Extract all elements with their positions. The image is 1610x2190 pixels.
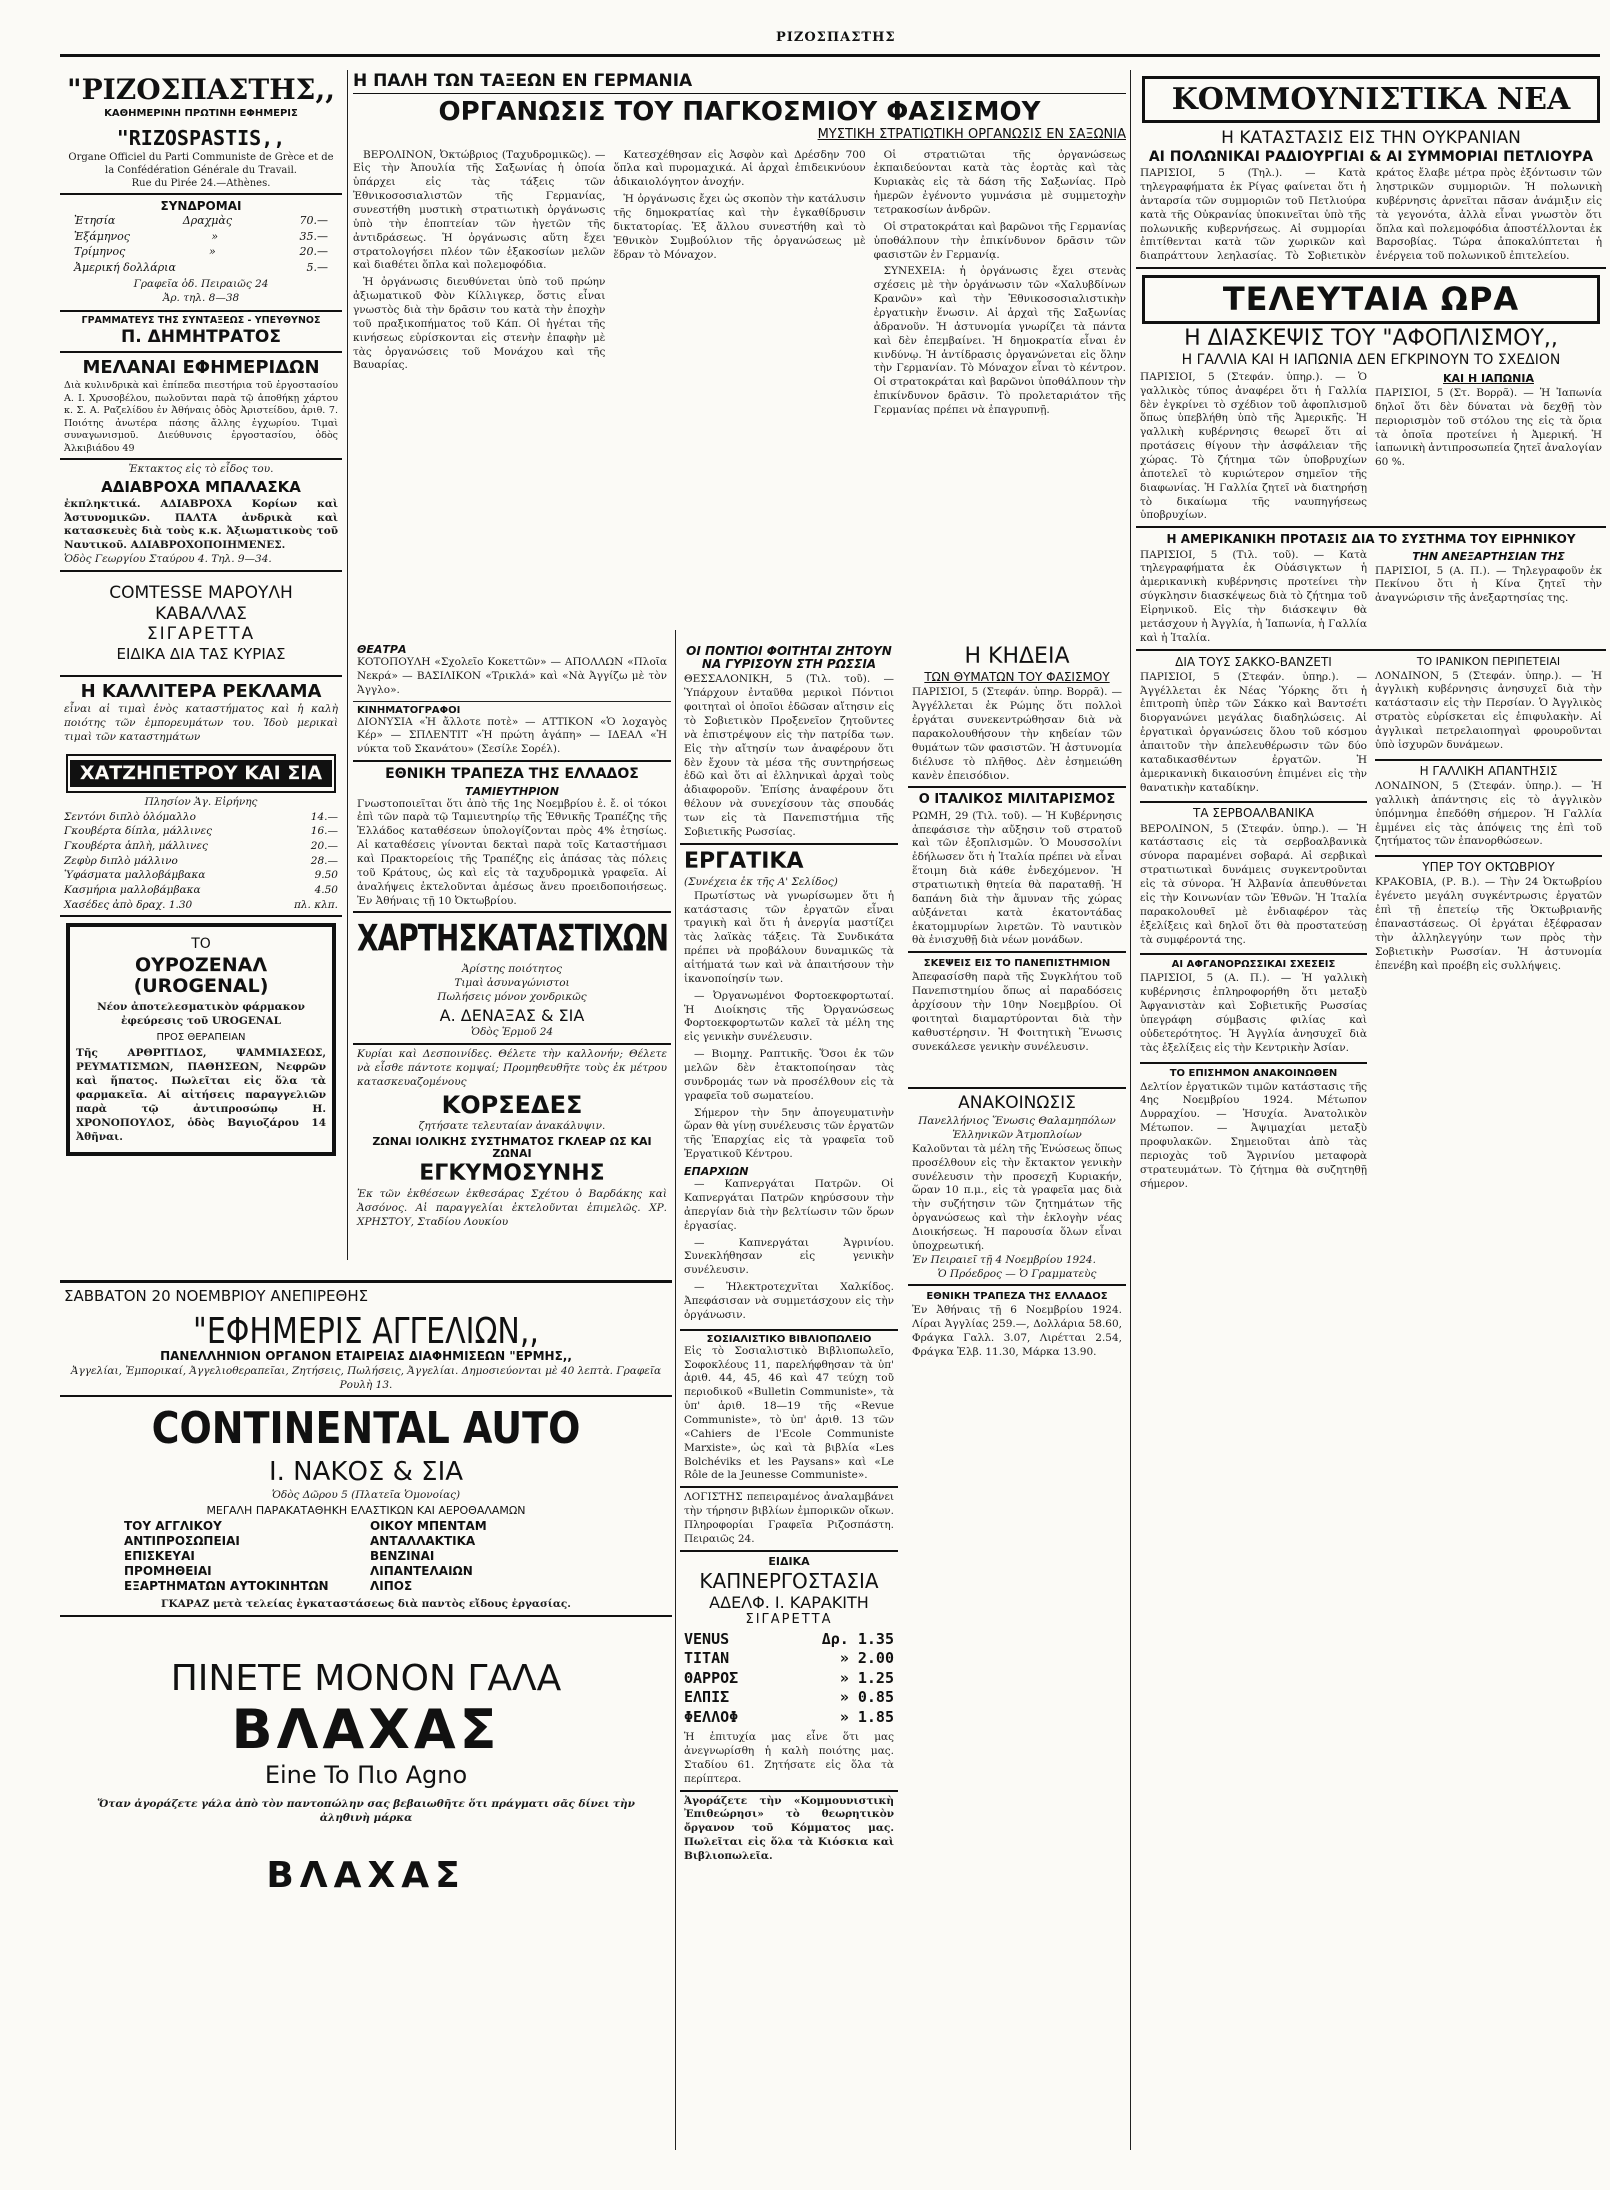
black-papers-text: Διὰ κυλινδρικὰ καὶ ἐπίπεδα πιεστήρια τοῦ ἐργοστασίου Α. Ι. Χρυσοβέλου, πωλοῦνται παρὰ τῷ ἀποθήκῃ χάρτου κ. Σ. Α. Ραζελίδου ἐν Ἀθήναις ὁδὸς Ἀριστείδου, ἀριθ. 7. Ποιότης ἀνωτέρα πάσης ἄλλης ἐγχωρίου. Τιμαὶ συναγωνισμοῦ. Διεύθυνσις ἐργοστασίου, ὁδὸς Ἀλκιβιάδου 49 [64, 380, 338, 454]
university-heading: ΣΚΕΨΕΙΣ ΕΙΣ ΤΟ ΠΑΝΕΠΙΣΤΗΜΙΟΝ [923, 958, 1111, 970]
kommounistika-sub2: ΑΙ ΠΟΛΩΝΙΚΑΙ ΡΑΔΙΟΥΡΓΙΑΙ & ΑΙ ΣΥΜΜΟΡΙΑΙ ΠΕΤΛΙΟΥΡΑ [1148, 148, 1594, 165]
corsets-name: ΚΟΡΣΕΔΕΣ [441, 1090, 583, 1119]
pontic-text: ΘΕΣΣΑΛΟΝΙΚΗ, 5 (Τιλ. τοῦ). — Ὑπάρχουν ἐνταῦθα μερικοὶ Πόντιοι φοιτηταὶ οἱ ὁποῖοι ἐδῶσαν αἴτησιν εἰς τὸ Σοβιετικὸν Προξενεῖον ζητοῦντες νὰ ἐπιστρέψουν εἰς τὴν πατρίδα των. Εἰς τὴν αἴτησίν των ἀναφέρουν ὅτι δὲν ἔχουν τὰ μέσα τῆς συντηρήσεως ἐδῶ καὶ ὅτι αἱ ἑλληνικαὶ ἀρχαὶ τοὺς ἀδιαφοροῦν. Ἐπίσης ἀναφέρουν ὅτι θέλουν νὰ συνεχίσουν τὰς σπουδάς των εἰς τὰ Πανεπιστήμια τῆς Σοβιετικῆς Ρωσσίας. [684, 673, 894, 838]
price-row: Γκουβέρτα δίπλα, μάλλινες 16.— [64, 825, 338, 838]
kommounistiki-text: Ἀγοράζετε τὴν «Κομμουνιστικὴ Ἐπιθεώρησι» τὸ θεωρητικὸν ὄργανον τοῦ Κόμματος μας. Πωλεῖται εἰς ὅλα τὰ Κιόσκια καὶ Βιβλιοπωλεῖα. [684, 1794, 894, 1862]
cigarette-brand: COMTESSE ΜΑΡΟΥΛΗ [109, 582, 293, 603]
class-war-p4: Ἡ ὀργάνωσις ἔχει ὡς σκοπὸν τὴν κατάλυσιν τῆς δημοκρατίας καὶ τὴν ἐγκαθίδρυσιν δικτατορίας. Ἐξ ἄλλου συνεστήθη καὶ τὸ Ἐθνικὸν Συμβούλιον τῆς ὀργανώσεως μὲ ἕδραν τὸ Μόναχον. [613, 193, 866, 261]
french-answer-text: ΛΟΝΔΙΝΟΝ, 5 (Στεφάν. ὑπηρ.). — Ἡ γαλλικὴ ἀπάντησις εἰς τὸ ἀγγλικὸν ὑπόμνημα ἐπεδόθη σήμερον. Ἡ Γαλλία ἐμμένει εἰς τὰς ἀπόψεις της ἐπὶ τοῦ ζητήματος τῶν ἐπανορθώσεων. [1375, 779, 1602, 848]
class-war-heading: Η ΠΑΛΗ ΤΩΝ ΤΑΞΕΩΝ ΕΝ ΓΕΡΜΑΝΙΑ [353, 71, 693, 91]
kommounistika-sub1: Η ΚΑΤΑΣΤΑΣΙΣ ΕΙΣ ΤΗΝ ΟΥΚΡΑΝΙΑΝ [1221, 128, 1521, 148]
running-head: ΡΙΖΟΣΠΑΣΤΗΣ [770, 30, 902, 45]
black-papers-heading: ΜΕΛΑΝΑΙ ΕΦΗΜΕΡΙΔΩΝ [82, 357, 320, 379]
subscription-row: Ἐτησία Δραχμὰς 70.— [74, 214, 328, 228]
bulletin-heading: ΣΟΣΙΑΛΙΣΤΙΚΟ ΒΙΒΛΙΟΠΩΛΕΙΟ [706, 1333, 872, 1345]
price-row: Χασέδες ἀπὸ δραχ. 1.30 πλ. κλπ. [64, 898, 338, 911]
cigarette-ad [60, 570, 342, 675]
american-heading: Η ΑΜΕΡΙΚΑΝΙΚΗ ΠΡΟΤΑΣΙΣ ΔΙΑ ΤΟ ΣΥΣΤΗΜΑ ΤΟΥ ΕΙΡΗΝΙΚΟΥ [1166, 532, 1576, 547]
sacco-text: ΠΑΡΙΣΙΟΙ, 5 (Στεφάν. ὑπηρ.). — Ἀγγέλλεται ἐκ Νέας Ὑόρκης ὅτι ἡ ἐπιτροπὴ ὑπὲρ τῶν Σάκκο καὶ Βαντσέτι διοργανώνει μεγάλας διαδηλώσεις. Αἱ ἐργατικαὶ ὀργανώσεις ὅλου τοῦ κόσμου ἀπαιτοῦν τὴν ἀπελευθέρωσιν τῶν δύο καταδικασθέντων ἐργατῶν. Ἡ ἀμερικανικὴ δικαιοσύνη ἐπιμένει εἰς τὴν θανατικὴν καταδίκην. [1140, 670, 1367, 794]
iran-heading: ΤΟ ΙΡΑΝΙΚΟΝ ΠΕΡΙΠΕΤΕΙΑΙ [1416, 654, 1561, 668]
milk-tagline: Eine To Πιo Agno [264, 1760, 468, 1789]
ergatika-p4: Σήμερον τὴν 5ην ἀπογευματινὴν ὥραν θὰ γίνῃ συνέλευσις τῶν ἐργατῶν τῆς Ἐπαρχίας εἰς τὰ γραφεῖα τοῦ Ἐργατικοῦ Κέντρου. [684, 1106, 894, 1161]
japan-heading: ΚΑΙ Η ΙΑΠΩΝΙΑ [1443, 371, 1534, 385]
masthead-organe: Organe Officiel du Parti Communiste de Grèce et de la Confédération Générale du Travail. [68, 151, 334, 176]
cigarette-place: ΚΑΒΑΛΛΑΣ [155, 603, 247, 624]
class-war-col-2 [613, 149, 865, 421]
serbian-text: ΒΕΡΟΛΙΝΟΝ, 5 (Στεφάν. ὑπηρ.). — Ἡ κατάστασις εἰς τὰ σερβοαλβανικὰ σύνορα παραμένει σοβαρά. Αἱ σερβικαὶ στρατιωτικαὶ δυνάμεις συγκεντροῦνται εἰς τὰ σύνορα. Ἡ Ἀλβανία ἀπευθύνεται εἰς τὴν Κοινωνίαν τῶν Ἐθνῶν. Ἡ Ἰταλία παρακολουθεῖ μὲ ἐνδιαφέρον τὰς ἐξελίξεις καὶ δηλοῖ ὅτι θὰ προστατεύσῃ τὰ συμφέροντά της. [1140, 822, 1367, 946]
stationery-line2: Τιμαὶ ἀσυναγώνιστοι [454, 977, 570, 990]
cinema-heading: ΚΙΝΗΜΑΤΟΓΡΑΦΟΙ [357, 704, 461, 716]
masthead-title: "ΡΙΖΟΣΠΑΣΤΗΣ,, [67, 73, 335, 106]
continental-firm: Ι. ΝΑΚΟΣ & ΣΙΑ [268, 1457, 464, 1488]
continental-title: CONTINENTAL AUTO [151, 1402, 581, 1454]
cigarette-kind: ΣΙΓΑΡΕΤΤΑ [146, 624, 256, 645]
corsets-zones: ΖΩΝΑΙ ΙΟΛΙΚΗΣ ΣΥΣΤΗΜΑΤΟΣ ΓΚΛΕΑΡ ΩΣ ΚΑΙ ΖΩΝΑΙ [372, 1135, 652, 1161]
corsets-ad [353, 1043, 671, 1233]
last-hour-heading: ΤΕΛΕΥΤΑΙΑ ΩΡΑ [1222, 280, 1520, 319]
funeral-text: ΠΑΡΙΣΙΟΙ, 5 (Στεφάν. ὑπηρ. Βορρᾶ). — Ἀγγέλλεται ἐκ Ρώμης ὅτι πολλοὶ ἐργάται συνεκεντρώθησαν διὰ νὰ παρακολουθήσουν τὴν κηδείαν τῶν θυμάτων τῶν φασιστῶν. Ἡ ἀστυνομία διέλυσε τὸ πλῆθος. Δὲν ἐσημειώθη κανὲν ἐπεισόδιον. [912, 686, 1122, 782]
tobacco-firm: ΑΔΕΛΦ. Ι. ΚΑΡΑΚΙΤΗ [709, 1592, 869, 1612]
cinema-block [353, 701, 671, 761]
black-papers-ad [60, 351, 342, 458]
theatre-heading: ΘΕΑΤΡΑ [357, 643, 407, 656]
sacco-heading: ΔΙΑ ΤΟΥΣ ΣΑΚΚΟ-ΒΑΝΖΕΤΙ [1175, 654, 1332, 669]
class-war-title: ΟΡΓΑΝΩΣΙΣ ΤΟΥ ΠΑΓΚΟΣΜΙΟΥ ΦΑΣΙΣΜΟΥ [353, 93, 1126, 127]
price-row: Σεντόνι διπλὸ ὁλόμαλλο 14.— [64, 810, 338, 823]
tobacco-row: ΦΕΛΛΟΦ » 1.85 [684, 1707, 894, 1726]
continental-left-list: ΤΟΥ ΑΓΓΛΙΚΟΥ ΑΝΤΙΠΡΟΣΩΠΕΙΑΙ ΕΠΙΣΚΕΥΑΙ ΠΡΟΜΗΘΕΙΑΙ ΕΞΑΡΤΗΜΑΤΩΝ ΑΥΤΟΚΙΝΗΤΩΝ [124, 1518, 329, 1593]
milk-text: Ὅταν ἀγοράζετε γάλα ἀπὸ τὸν παντοπώλην σας βεβαιωθῆτε ὅτι πράγματι σᾶς δίνει τὴν ἀληθινὴ μάρκα [97, 1797, 635, 1824]
gazette-text: Ἀγγελίαι, Ἐμπορικαί, Ἀγγελιοθεραπεῖαι, Ζητήσεις, Πωλήσεις, Ἀγγελίαι. Δημοσιεύονται μὲ 40 λεπτὰ. Γραφεῖα Ρουλὴ 13. [70, 1364, 662, 1391]
tobacco-row: ΕΛΠΙΣ » 0.85 [684, 1688, 894, 1707]
official-heading: ΤΟ ΕΠΙΣΗΜΟΝ ΑΝΑΚΟΙΝΩΘΕΝ [1140, 1062, 1367, 1079]
milk-brand: ΒΛΑΧΑΣ [231, 1698, 501, 1762]
sacco-iran-row [1136, 649, 1606, 1195]
funeral-sub: ΤΩΝ ΘΥΜΑΤΩΝ ΤΟΥ ΦΑΣΙΣΜΟΥ [924, 670, 1110, 685]
university-article [908, 951, 1126, 1057]
col3-left [680, 640, 898, 1867]
japan-text: ΠΑΡΙΣΙΟΙ, 5 (Στ. Βορρᾶ). — Ἡ Ἰαπωνία δηλοῖ ὅτι δὲν δύναται νὰ δεχθῇ τὸν περιορισμὸν τοῦ στόλου της εἰς τὰ ὅρια τὰ ὁποῖα προτείνει ἡ Ἀμερική. Ἡ ἰαπωνικὴ ἀντιπροσωπεία ζητεῖ ἀναλογίαν 60 %. [1375, 386, 1602, 469]
masthead-address: Rue du Pirée 24.—Athènes. [131, 178, 271, 190]
office-address: Γραφεῖα ὁδ. Πειραιῶς 24 [133, 277, 269, 290]
stationery-address: Ὁδὸς Ἑρμοῦ 24 [470, 1026, 554, 1039]
university-text: Ἀπεφασίσθη παρὰ τῆς Συγκλήτου τοῦ Πανεπιστημίου ὅπως αἱ παραδόσεις ἀρχίσουν τὴν 10ην Νοεμβρίου. Οἱ φοιτηταὶ διαμαρτύρονται διὰ τὴν καθυστέρησιν. Ἡ Φοιτητικὴ Ἕνωσις συνεκάλεσε γενικὴν συνέλευσιν. [912, 971, 1122, 1053]
last-hour-text: ΠΑΡΙΣΙΟΙ, 5 (Στεφάν. ὑπηρ.). — Ὁ γαλλικὸς τύπος ἀναφέρει ὅτι ἡ Γαλλία δὲν ἐγκρίνει τὸ σχέδιον τοῦ ἀφοπλισμοῦ ὅπως ὑπεβλήθη ὑπὸ τῆς Ἀμερικῆς. Ἡ γαλλικὴ κυβέρνησις θεωρεῖ ὅτι αἱ προτάσεις θίγουν τὴν ἀσφάλειαν τῆς χώρας. Τὸ ζήτημα τῶν ὑποβρυχίων ἀποτελεῖ τὸ κυριώτερον σημεῖον τῆς διαφωνίας. Ἡ Γαλλία ζητεῖ νὰ διατηρήσῃ τὸ δικαίωμα τῆς ναυπηγήσεως ὑποβρυχίων. [1140, 370, 1367, 522]
last-hour-sub1: Η ΔΙΑΣΚΕΨΙΣ ΤΟΥ "ΑΦΟΠΛΙΣΜΟΥ,, [1184, 326, 1558, 352]
theatre-block [353, 640, 671, 701]
editor-heading: ΓΡΑΜΜΑΤΕΥΣ ΤΗΣ ΣΥΝΤΑΞΕΩΣ - ΥΠΕΥΘΥΝΟΣ [81, 314, 321, 326]
serbian-heading: ΤΑ ΣΕΡΒΟΑΛΒΑΝΙΚΑ [1140, 801, 1367, 820]
masthead-latin-title: "RIZOSPASTIS,, [116, 125, 286, 150]
subscription-row: Ἀμερική δολλάρια 5.— [74, 260, 328, 274]
bank-rates-heading: ΕΘΝΙΚΗ ΤΡΑΠΕΖΑ ΤΗΣ ΕΛΛΑΔΟΣ [926, 1291, 1108, 1303]
italian-militarism-article [908, 786, 1126, 951]
class-war-col-3 [874, 149, 1126, 421]
stationery-firm: Α. ΔΕΝΑΞΑΣ & ΣΙΑ [439, 1005, 585, 1025]
price-row: Κασμήρια μαλλοβάμβακα 4.50 [64, 884, 338, 897]
column-4 [1136, 70, 1606, 2170]
subscriptions-heading: ΣΥΝΔΡΟΜΑΙ [160, 199, 242, 214]
sacco-article [1140, 654, 1367, 1192]
gazette-sub: ΠΑΝΕΛΛΗΝΙΟΝ ΟΡΓΑΝΟΝ ΕΤΑΙΡΕΙΑΣ ΔΙΑΦΗΜΙΣΕΩΝ "ΕΡΜΗΣ,, [160, 1348, 572, 1363]
class-war-subtitle: ΜΥΣΤΙΚΗ ΣΤΡΑΤΙΩΤΙΚΗ ΟΡΓΑΝΩΣΙΣ ΕΝ ΣΑΞΩΝΙΑ [817, 127, 1126, 143]
class-war-p3: Κατεσχέθησαν εἰς Ἀσφὸν καὶ Δρέσδην 700 ὅπλα καὶ πυρομαχικά. Αἱ ἀρχαὶ ἐπιδεικνύουν ἀδικαιολόγητον ἀνοχήν. [613, 148, 866, 189]
class-war-p5: Οἱ στρατιῶται τῆς ὀργανώσεως ἐκπαιδεύονται κατὰ τὰς ἑορτὰς καὶ τὰς Κυριακὰς εἰς τὰ δάση τῆς Σαξωνίας. Πρὸ ἡμερῶν ἐγένοντο γυμνάσια μὲ συμμετοχὴν τετρακοσίων ἀνδρῶν. [873, 148, 1126, 217]
class-war-p6: Οἱ στρατοκράται καὶ βαρῶνοι τῆς Γερμανίας ὑποθάλπουν τὴν ἐπικίνδυνον δρᾶσιν τῶν φασιστῶν ἐν Γερμανίᾳ. [873, 220, 1126, 261]
editor-name: Π. ΔΗΜΗΤΡΑΤΟΣ [120, 326, 281, 347]
urogenal-ad [60, 915, 342, 1162]
italian-militarism-text: ΡΩΜΗ, 29 (Τιλ. τοῦ). — Ἡ Κυβέρνησις ἀπεφάσισε τὴν αὔξησιν τοῦ στρατοῦ καὶ τῶν ἐξοπλισμῶν. Ὁ Μουσσολίνι ἐδήλωσεν ὅτι ἡ Ἰταλία πρέπει νὰ εἶναι ἕτοιμη διὰ κάθε ἐνδεχόμενον. Ἡ στρατιωτικὴ θητεία θὰ παραταθῇ. Ἡ δαπάνη διὰ τὴν ἄμυναν τῆς χώρας αὐξάνεται κατὰ ἑκατοντάδας ἑκατομμυρίων λιρετῶν. Τὸ ναυτικὸν θὰ ἐνισχυθῇ διὰ νέων μονάδων. [912, 809, 1122, 947]
class-war-article [353, 70, 1126, 630]
urogenal-name: ΟΥΡΟΖΕΝΑΛ (UROGENAL) [133, 953, 269, 997]
milk-title: ΠΙΝΕΤΕ ΜΟΝΟΝ ΓΑΛΑ [170, 1657, 562, 1699]
kommounistika-article [1136, 70, 1606, 267]
last-hour-article [1136, 267, 1606, 526]
date-line: ΣΑΒΒΑΤΟΝ 20 ΝΟΕΜΒΡΙΟΥ ΑΝΕΠΙΡΕΘΗΣ [64, 1287, 369, 1305]
best-ad [60, 675, 342, 748]
tobacco-kind: ΣΙΓΑΡΕΤΤΑ [745, 1612, 833, 1628]
announcement-text: Καλοῦνται τὰ μέλη τῆς Ἑνώσεως ὅπως προσέλθουν εἰς τὴν ἔκτακτον γενικὴν συνέλευσιν τὴν προσεχῆ Κυριακήν, ὥραν 10 π.μ., εἰς τὰ γραφεῖα μας διὰ τὴν συζήτησιν τῶν ζητημάτων τῆς ὀργανώσεως καὶ τὴν ἐκλογὴν νέας Διοικήσεως. Ἡ παρουσία ὅλων εἶναι ὑποχρεωτική. [912, 1142, 1122, 1252]
best-ad-heading: Η ΚΑΛΛΙΤΕΡΑ ΡΕΚΛΑΜΑ [80, 680, 322, 702]
price-row: Ὑφάσματα μαλλοβάμβακα 9.50 [64, 869, 338, 882]
office-phone: Ἀρ. τηλ. 8—38 [162, 291, 240, 304]
ergatika-article [680, 843, 898, 1329]
tobacco-header: ΕΙΔΙΚΑ [768, 1554, 810, 1568]
raincoats-heading: ΑΔΙΑΒΡΟΧΑ ΜΠΑΛΑΣΚΑ [101, 478, 301, 497]
masthead [60, 70, 342, 193]
iran-article [1375, 654, 1602, 1192]
tobacco-note: Ἡ ἐπιτυχία μας εἶνε ὅτι μας ἀνεγνωρίσθη ἡ καλὴ ποιότης μας. Σταδίου 61. Ζητήσατε εἰς ὅλα τὰ περίπτερα. [684, 1731, 894, 1785]
independence-heading: ΤΗΝ ΑΝΕΞΑΡΤΗΣΙΑΝ ΤΗΣ [1412, 549, 1565, 563]
class-war-p2: Ἡ ὀργάνωσις διευθύνεται ὑπὸ τοῦ πρώην ἀξιωματικοῦ Φὸν Κίλλιγκερ, ὅστις εἶναι γνωστὸς διὰ τὴν δρᾶσιν του κατὰ τὴν ἐποχὴν τοῦ πραξικοπήματος τοῦ Κάπ. Οἱ ἡγέται τῆς κινήσεως εὑρίσκονται εἰς στενὴν ἐπαφὴν μὲ τὰς ὀργανώσεις τοῦ Μονάχου καὶ τῆς Βαυαρίας. [353, 276, 606, 372]
urogenal-text: Τῆς ΑΡΘΡΙΤΙΔΟΣ, ΨΑΜΜΙΑΣΕΩΣ, ΡΕΥΜΑΤΙΣΜΩΝ, ΠΑΘΗΣΕΩΝ, Νεφρῶν καὶ ἥπατος. Πωλεῖται εἰς ὅλα τὰ φαρμακεῖα. Αἱ αἰτήσεις παραγγελιῶν παρὰ τῷ ἀντιπροσώπῳ Η. ΧΡΟΝΟΠΟΥΛΟΣ, ὁδὸς Βαγιοζάρου 14 Ἀθῆναι. [76, 1047, 326, 1143]
national-bank-sub: ΤΑΜΙΕΥΤΗΡΙΟΝ [465, 784, 559, 798]
announcement-date: Ἐν Πειραιεῖ τῇ 4 Νοεμβρίου 1924. [912, 1253, 1096, 1266]
announcement-article [908, 1087, 1126, 1284]
bank-rates-text: Ἐν Ἀθήναις τῇ 6 Νοεμβρίου 1924. Λίραι Ἀγγλίας 259.—, Δολλάρια 58.60, Φράγκα Γαλλ. 3.07, Λιρέτται 2.54, Φράγκα Ἑλβ. 11.30, Μάρκα 13.90. [912, 1304, 1122, 1359]
pontic-article [680, 640, 898, 843]
kommounistika-heading: ΚΟΜΜΟΥΝΙΣΤΙΚΑ ΝΕΑ [1171, 82, 1571, 117]
corsets-sub: ζητήσατε τελευταίαν ἀνακάλυψιν. [418, 1120, 606, 1133]
subscription-row: Τρίμηνος » 20.— [74, 245, 328, 259]
tobacco-ad [680, 1550, 898, 1790]
raincoats-ad [60, 458, 342, 570]
class-war-p1: ΒΕΡΟΛΙΝΟΝ, Ὀκτώβριος (Ταχυδρομικῶς). — Εἰς τὴν Ἀπουλία τῆς Σαξωνίας ἡ ὁποία ὑπάρχει εἰς τὰς τάξεις τῶν Ἐθνικοσοσιαλιστῶν τῆς Γερμανίας, συνεστήθη μυστικὴ στρατιωτικὴ ὀργάνωσις ὑπὸ τὴν ἐποπτείαν τῶν ἡγετῶν τῆς ἀντιδράσεως. Ἡ ὀργάνωσις αὕτη ἔχει στρατολογήσει πλέον τῶν ἑξακοσίων μελῶν καὶ διαθέτει ὅπλα καὶ πολεμοφόδια. [353, 148, 606, 272]
column-rule-3 [1130, 70, 1131, 2150]
october-heading: ΥΠΕΡ ΤΟΥ ΟΚΤΩΒΡΙΟΥ [1375, 855, 1602, 874]
column-rule-1 [347, 70, 348, 1260]
american-text: ΠΑΡΙΣΙΟΙ, 5 (Τιλ. τοῦ). — Κατὰ τηλεγραφήματα ἐκ Οὐάσιγκτων ἡ ἀμερικανικὴ κυβέρνησις προτείνει τὴν σύγκλησιν διασκέψεως διὰ τὸ ζήτημα τοῦ Εἰρηνικοῦ. Εἰς τὴν διάσκεψιν θὰ μετάσχουν ἡ Ἀγγλία, ἡ Ἰαπωνία, ἡ Γαλλία καὶ ἡ Ἰταλία. [1140, 548, 1367, 644]
bulletin-block [680, 1329, 898, 1487]
hatzipetrou-ad [60, 748, 342, 916]
continental-footer: ΓΚΑΡΑΖ μετὰ τελείας ἐγκαταστάσεως διὰ παντὸς εἴδους ἐργασίας. [161, 1597, 571, 1610]
milk-brand-2: ΒΛΑΧΑΣ [266, 1854, 466, 1896]
continental-right-list: ΟΙΚΟΥ ΜΠΕΝΤΑΜ ΑΝΤΑΛΛΑΚΤΙΚΑ ΒΕΝΖΙΝΑΙ ΛΙΠΑΝΤΕΛΑΙΩΝ ΛΙΠΟΣ [370, 1518, 487, 1593]
raincoats-text: ἐκπληκτικά. ΑΔΙΑΒΡΟΧΑ Κορίων καὶ Ἀστυνομικῶν. ΠΑΛΤΑ ἀνδρικὰ καὶ κατασκευὲς διὰ τοὺς κ.κ. Ἀξιωματικοὺς τοῦ Ναυτικοῦ. ΑΔΙΑΒΡΟΧΟΠΟΙΗΜΕΝΕΣ. [64, 497, 338, 552]
running-head-rule [60, 30, 1600, 57]
editor-block [60, 310, 342, 352]
ergatika-p7: — Ἠλεκτροτεχνῖται Χαλκίδος. Ἀπεφάσισαν νὰ συμμετάσχουν εἰς τὴν ὀργάνωσιν. [684, 1281, 894, 1321]
raincoats-intro: Ἐκτακτος εἰς τὸ εἶδος του. [128, 463, 274, 476]
continental-desc: ΜΕΓΑΛΗ ΠΑΡΑΚΑΤΑΘΗΚΗ ΕΛΑΣΤΙΚΩΝ ΚΑΙ ΑΕΡΟΘΑΛΑΜΩΝ [206, 1503, 526, 1517]
stationery-line3: Πωλήσεις μόνον χονδρικῶς [437, 990, 587, 1003]
tobacco-row: ΤΙΤΑΝ » 2.00 [684, 1649, 894, 1668]
hatzipetrou-address: Πλησίον Ἁγ. Εἰρήνης [144, 795, 258, 808]
continental-address: Ὁδὸς Δῶρου 5 (Πλατεῖα Ὁμονοίας) [271, 1488, 461, 1501]
stationery-line1: Ἀρίστης ποιότητος [461, 963, 563, 976]
masthead-subtitle: ΚΑΘΗΜΕΡΙΝΗ ΠΡΩΤΙΝΗ ΕΦΗΜΕΡΙΣ [104, 107, 298, 119]
ergatika-heading: ΕΡΓΑΤΙΚΑ [684, 848, 804, 874]
italian-militarism-heading: Ο ΙΤΑΛΙΚΟΣ ΜΙΛΙΤΑΡΙΣΜΟΣ [918, 792, 1116, 808]
corsets-text: Ἐκ τῶν ἐκθέσεων ἐκθεσάρας Σχέτου ὁ Βαρδάκης καὶ Ἀσσόνος. Αἱ παραγγελίαι ἐκτελοῦνται ἐπιμελῶς. ΧΡ. ΧΡΗΣΤΟΥ, Σταδίου Λουκίου [357, 1188, 667, 1229]
october-text: ΚΡΑΚΟΒΙΑ, (Ρ. Β.). — Τὴν 24 Ὀκτωβρίου ἐγένετο μεγάλη συγκέντρωσις ἐργατῶν ἐπὶ τῇ ἐπετείῳ τῆς Ὀκτωβριανῆς ἐπαναστάσεως. Οἱ ἐργάται ἐξέφρασαν τὴν ἀλληλεγγύην των πρὸς τὴν Σοβιετικὴν Ρωσσίαν. Ἡ ἀστυνομία ἐπενέβη καὶ προέβη εἰς συλλήψεις. [1375, 876, 1602, 972]
ergatika-p1: Πρωτίστως νὰ γνωρίσωμεν ὅτι ἡ κατάστασις τῶν ἐργατῶν εἶναι τραγικὴ καὶ ὅτι ἡ ἀνεργία μαστίζει τὰς λαϊκὰς τάξεις. Τὰ Συνδικάτα πρέπει νὰ προβάλουν δυναμικῶς τὰ αἰτήματά των καὶ νὰ ἀπαιτήσουν τὴν ἱκανοποίησίν των. [684, 889, 894, 985]
price-row: Ζεφὺρ διπλὸ μάλλινο 28.— [64, 854, 338, 867]
tobacco-row: ΘΑΡΡΟΣ » 1.25 [684, 1668, 894, 1687]
gazette-title: "ΕΦΗΜΕΡΙΣ ΑΓΓΕΛΙΩΝ,, [193, 1310, 539, 1352]
funeral-article [908, 640, 1126, 786]
price-row: Γκουβέρτα ἁπλὴ, μάλλινες 20.— [64, 840, 338, 853]
bank-rates [908, 1284, 1126, 1362]
urogenal-label: ΤΟ [191, 936, 211, 953]
cinema-text: ΔΙΟΝΥΣΙΑ «Ἡ ἄλλοτε ποτὲ» — ΑΤΤΙΚΟΝ «Ὁ λοχαγὸς Κέρ» — ΣΠΛΕΝΤΙΤ «Ἡ πρώτη ἀγάπη» — ΙΔΕΑΛ «Ἡ νύκτα τοῦ Σκανάτου» (Σεσίλε Σορέλ). [357, 715, 667, 756]
column-2 [353, 640, 671, 1229]
tobacco-name: ΚΑΠΝΕΡΓΟΣΤΑΣΙΑ [699, 1568, 879, 1593]
class-war-col-1 [353, 149, 605, 421]
col3-right [908, 640, 1126, 1867]
national-bank-heading: ΕΘΝΙΚΗ ΤΡΑΠΕΖΑ ΤΗΣ ΕΛΛΑΔΟΣ [385, 766, 639, 783]
raincoats-address: Ὁδὸς Γεωργίου Σταύρου 4. Τηλ. 9—34. [64, 553, 272, 566]
subscriptions [60, 193, 342, 309]
ergatika-p5: — Καπνεργάται Πατρῶν. Οἱ Καπνεργάται Πατρῶν κηρύσσουν τὴν ἀπεργίαν διὰ τὴν βελτίωσιν τῶν ὅρων ἐργασίας. [684, 1178, 894, 1232]
stationery-ad [353, 911, 671, 1043]
ergatika-p6: — Καπνεργάται Ἀγρινίου. Συνεκλήθησαν εἰς γενικὴν συνέλευσιν. [684, 1236, 894, 1277]
pontic-heading: ΟΙ ΠΟΝΤΙΟΙ ΦΟΙΤΗΤΑΙ ΖΗΤΟΥΝ ΝΑ ΓΥΡΙΣΟΥΝ ΣΤΗ ΡΩΣΣΙΑ [686, 644, 892, 672]
best-ad-text: εἶναι αἱ τιμαὶ ἑνὸς καταστήματος καὶ ἡ καλὴ ποιότης τῶν ἐμπορευμάτων του. Ἰδοὺ μερικαὶ τιμαὶ τῶν καταστημάτων [64, 703, 338, 744]
bulletin-text: Εἰς τὸ Σοσιαλιστικὸ Βιβλιοπωλεῖο, Σοφοκλέους 11, παρελήφθησαν τὰ ὑπ' ἀριθ. 44, 45, 46 καὶ 47 τεύχη τοῦ περιοδικοῦ «Bulletin Communiste», τὰ ὑπ' ἀριθ. 18—19 τῆς «Revue Communiste», τὸ ὑπ' ἀριθ. 13 τῶν «Cahiers de l'Ecole Communiste Marxiste», ὡς καὶ τὰ βιβλία «Les Bolchéviks et les Paysans» καὶ «Le Rôle de la Jeunesse Communiste». [684, 1344, 894, 1482]
last-hour-sub2: Η ΓΑΛΛΙΑ ΚΑΙ Η ΙΑΠΩΝΙΑ ΔΕΝ ΕΓΚΡΙΝΟΥΝ ΤΟ ΣΧΕΔΙΟΝ [1181, 352, 1561, 369]
funeral-heading: Η ΚΗΔΕΙΑ [964, 644, 1070, 669]
ergatika-p2: — Ὀργανωμένοι Φορτοεκφορτωταί. Ἡ Διοίκησις τῆς Ὀργανώσεως Φορτοεκφορτωτῶν καλεῖ τὰ μέλη της εἰς γενικὴν συνέλευσιν. [684, 989, 894, 1044]
urogenal-for: ΠΡΟΣ ΘΕΡΑΠΕΙΑΝ [156, 1032, 246, 1044]
tobacco-row: VENUS Δρ. 1.35 [684, 1629, 894, 1648]
logistis-text: ΛΟΓΙΣΤΗΣ πεπειραμένος ἀναλαμβάνει τὴν τήρησιν βιβλίων ἐμπορικῶν οἴκων. Πληροφορίαι Γραφεῖα Ριζοσπάστη. Πειραιῶς 24. [684, 1491, 894, 1545]
subscription-row: Ἑξάμηνος » 35.— [74, 229, 328, 243]
afghan-heading: ΑΙ ΑΦΓΑΝΟΡΩΣΣΙΚΑΙ ΣΧΕΣΕΙΣ [1140, 953, 1367, 970]
announcement-sub: Πανελλήνιος Ἕνωσις Θαλαμηπόλων Ἑλληνικῶν Ἀτμοπλοίων [918, 1115, 1116, 1141]
french-answer-heading: Η ΓΑΛΛΙΚΗ ΑΠΑΝΤΗΣΙΣ [1375, 759, 1602, 778]
kommounistika-text: ΠΑΡΙΣΙΟΙ, 5 (Τηλ.). — Κατὰ τηλεγραφήματα ἐκ Ρίγας φαίνεται ὅτι ἡ ἀνταρσία τῶν συμμοριῶν τοῦ Πετλιούρα κατὰ τῆς Οὐκρανίας ὑποκινεῖται ὑπὸ τῆς πολωνικῆς κυβερνήσεως. Αἱ συμμορίαι ἐπιτίθενται κατὰ τῶν χωρικῶν καὶ διαπράττουν λεηλασίας. Τὸ Σοβιετικὸν κράτος ἔλαβε μέτρα πρὸς ἐξόντωσιν τῶν ληστρικῶν συμμοριῶν. Ἡ πολωνικὴ κυβέρνησις ἀρνεῖται πᾶσαν ἀνάμιξιν εἰς τὰ γεγονότα, ἀλλὰ εἶναι γνωστὸν ὅτι ὅπλα καὶ πολεμοφόδια ἀποστέλλονται ἐκ Βαρσοβίας. Τώρα ἀποκαλύπτεται ἡ ἐνέργεια τοῦ πολωνικοῦ ἐπιτελείου. [1140, 167, 1602, 263]
logistis-ad [680, 1486, 898, 1549]
class-war-lead: ΣΥΝΕΧΕΙΑ: ἡ ὀργάνωσις ἔχει στενὰς σχέσεις μὲ τὴν ὀργάνωσιν τῶν «Χαλυβδίνων Κρανῶν» καὶ τὴν Ἐθνικοσοσιαλιστικὴν ἐργατικὴν ἕνωσιν. Αἱ ἀρχαὶ τῆς Σαξωνίας ἀδρανοῦν. Ἡ ἀστυνομία γνωρίζει τὰ πάντα καὶ δὲν ἐπεμβαίνει. Ἡ δημοκρατία εἶναι ἐν κινδύνῳ. Ἡ ἀντίδρασις ὀργανώνεται εἰς ὅλην τὴν Γερμανίαν. Τὸ Μόναχον εἶναι τὸ κέντρον. Οἱ στρατοκράται καὶ βαρῶνοι ὑποθάλπουν τὴν ἐπικίνδυνον δρᾶσιν. Τὸ προλεταριάτον τῆς Γερμανίας πρέπει νὰ ἐπαγρυπνῇ. [873, 265, 1126, 417]
american-article [1136, 526, 1606, 648]
newspaper-page [60, 30, 1610, 2180]
independence-text: ΠΑΡΙΣΙΟΙ, 5 (Α. Π.). — Τηλεγραφοῦν ἐκ Πεκίνου ὅτι ἡ Κίνα ζητεῖ τὴν ἀναγνώρισιν τῆς ἀνεξαρτησίας της. [1375, 564, 1602, 605]
urogenal-desc: Νέον ἀποτελεσματικὸν φάρμακον ἐφεύρεσις τοῦ UROGENAL [97, 1000, 305, 1027]
corsets-pregnancy: ΕΓΚΥΜΟΣΥΝΗΣ [419, 1161, 605, 1187]
national-bank-ad [353, 760, 671, 911]
ergatika-provinces: ΕΠΑΡΧΙΩΝ [684, 1165, 749, 1179]
official-text: Δελτίον ἐργατικῶν τιμῶν κατάστασις τῆς 4ης Νοεμβρίου 1924. Μέτωπον Δυρραχίου. — Ἡσυχία. Ἀνατολικὸν Μέτωπον. — Ἀψιμαχίαι μεταξὺ προφυλακῶν. Σημειοῦται ἀπὸ τὰς περιοχὰς τοῦ Ἄγρινίου μεταφορὰ στρατευμάτων. Τὸ ζήτημα θὰ συζητηθῇ σήμερον. [1140, 1080, 1367, 1190]
stationery-name: ΧΑΡΤΗΣΚΑΤΑΣΤΙΧΩΝ [357, 917, 669, 961]
announcement-heading: ΑΝΑΚΟΙΝΩΣΙΣ [958, 1093, 1076, 1114]
kommounistiki-ad [680, 1790, 898, 1867]
hatzipetrou-name: ΧΑΤΖΗΠΕΤΡΟΥ ΚΑΙ ΣΙΑ [70, 760, 332, 787]
continental-ad [60, 1395, 672, 1614]
column-3 [680, 640, 1126, 2140]
iran-text: ΛΟΝΔΙΝΟΝ, 5 (Στεφάν. ὑπηρ.). — Ἡ ἀγγλικὴ κυβέρνησις ἀνησυχεῖ διὰ τὴν κατάστασιν εἰς τὴν Περσίαν. Ὁ Ἀγγλικὸς στρατὸς εὑρίσκεται εἰς ἐπιφυλακὴν. Αἱ ἀγγλικαὶ πετρελαιοπηγαὶ φρουροῦνται ὑπὸ ἰσχυρῶν δυνάμεων. [1375, 669, 1602, 751]
national-bank-text: Γνωστοποιεῖται ὅτι ἀπὸ τῆς 1ης Νοεμβρίου ἐ. ἔ. οἱ τόκοι ἐπὶ τῶν παρὰ τῷ Ταμιευτηρίῳ τῆς Ἐθνικῆς Τραπέζης τῆς Ἑλλάδος καταθέσεων ὑπολογίζονται πρὸς 4% ἐτησίως. Αἱ καταθέσεις γίνονται δεκταὶ παρὰ τοῖς Καταστήμασι καὶ Πρακτορείοις τῆς Τραπέζης εἰς ἁπάσας τὰς πόλεις τοῦ Κράτους, ὡς καὶ εἰς τὰ ταχυδρομικὰ γραφεῖα. Αἱ ἀναλήψεις ἐκτελοῦνται ἀμέσως ἄνευ προειδοποιήσεως. Ἐν Ἀθήναις τῇ 10 Ὀκτωβρίου. [357, 797, 667, 907]
announcement-signature: Ὁ Πρόεδρος — Ὁ Γραμματεὺς [937, 1267, 1097, 1280]
ergatika-p3: — Βιομηχ. Ραπτικῆς. Ὅσοι ἐκ τῶν μελῶν δὲν ἐτακτοποίησαν τὰς συνδρομάς των νὰ προσέλθουν εἰς τὰ γραφεῖα τοῦ σωματείου. [684, 1048, 894, 1102]
bottom-ads [60, 1280, 672, 2180]
cigarette-for: ΕΙΔΙΚΑ ΔΙΑ ΤΑΣ ΚΥΡΙΑΣ [116, 645, 286, 664]
corsets-intro: Κυρίαι καὶ Δεσποινίδες. Θέλετε τὴν καλλονήν; Θέλετε νὰ εἶσθε πάντοτε κομψαί; Προμηθευθῆτε τοὺς ἐκ μέτρου κατασκευαζομένους [357, 1048, 667, 1088]
theatre-text: ΚΟΤΟΠΟΥΛΗ «Σχολεῖο Κοκεττῶν» — ΑΠΟΛΛΩΝ «Πλοῖα Νεκρά» — ΒΑΣΙΛΙΚΟΝ «Τρικλά» καὶ «Νὰ Ἀγγίζω μὲ τὸν Ἁγγλο». [357, 656, 667, 696]
ergatika-cont: (Συνέχεια ἐκ τῆς Α' Σελίδος) [684, 875, 838, 888]
milk-ad [60, 1615, 672, 1901]
gazette-ad [60, 1310, 672, 1396]
afghan-text: ΠΑΡΙΣΙΟΙ, 5 (Α. Π.). — Ἡ γαλλικὴ κυβέρνησις ἐπληροφορήθη ὅτι μεταξὺ Ἀφγανιστὰν καὶ Σοβιετικῆς Ρωσσίας ὑπεγράφη σύμβασις φιλίας καὶ οὐδετερότητος. Ἡ Ἀγγλία ἀνησυχεῖ διὰ τὰς ἐξελίξεις εἰς τὴν Κεντρικὴν Ἀσίαν. [1140, 972, 1367, 1054]
